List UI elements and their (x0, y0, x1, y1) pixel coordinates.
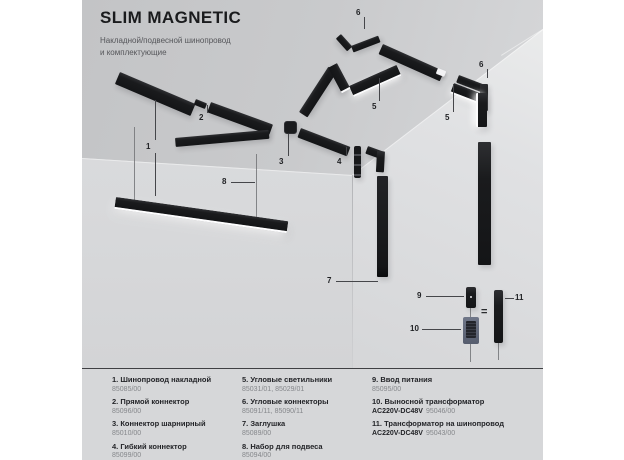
callout-11-line (505, 298, 514, 299)
legend-item-code: AC220V-DC48V 95043/00 (372, 430, 456, 438)
callout-5: 5 (372, 102, 377, 111)
legend-item-title: 11. Трансформатор на шинопровод (372, 419, 505, 429)
legend (82, 368, 543, 460)
callout-10-line (422, 329, 461, 330)
callout-8: 8 (222, 177, 227, 186)
legend-item-title: 7. Заглушка (242, 419, 286, 429)
callout-9-line (426, 296, 464, 297)
callout-2-line (207, 105, 208, 113)
hinge-connector (284, 121, 297, 134)
callout-3-line (288, 134, 289, 156)
subtitle-line-1: Накладной/подвесной шинопровод (100, 36, 231, 45)
legend-item-title: 1. Шинопровод накладной (112, 375, 212, 384)
legend-item-code: 85094/00 (242, 452, 272, 460)
callout-1: 1 (146, 142, 151, 151)
legend-item-code: 85031/01, 85029/01 (242, 385, 305, 393)
track-transformer (494, 290, 503, 343)
legend-column-1 (112, 375, 234, 460)
legend-item-title: 4. Гибкий коннектор (112, 441, 187, 451)
room-scene (82, 0, 543, 368)
callout-5: 5 (445, 113, 450, 122)
legend-item-title: 6. Угловые коннекторы (242, 397, 329, 407)
callout-6-line (364, 17, 365, 29)
callout-9: 9 (417, 291, 422, 300)
corner-luminaire (476, 93, 487, 127)
legend-item-code: 85089/00 (242, 430, 272, 438)
legend-item (242, 442, 364, 460)
legend-item (112, 442, 234, 460)
legend-item-title: 3. Коннектор шарнирный (112, 419, 206, 429)
flexible-connector (354, 146, 361, 178)
wall-track (478, 142, 491, 265)
corner-connector (376, 151, 385, 172)
legend-item (372, 397, 537, 416)
page-title: SLIM MAGNETIC (100, 8, 242, 27)
legend-column-2 (242, 375, 364, 460)
callout-11: 11 (515, 293, 524, 302)
callout-4-line (346, 147, 347, 156)
legend-item-title: 10. Выносной трансформатор (372, 397, 485, 407)
wall-corner-edge (352, 175, 353, 368)
legend-item (112, 375, 234, 394)
callout-7-line (336, 281, 378, 282)
subtitle-line-2: и комплектующие (100, 48, 167, 57)
callout-10: 10 (410, 324, 419, 333)
legend-item-code: 85096/00 (112, 407, 142, 415)
legend-item-code: AC220V-DC48V 95046/00 (372, 407, 456, 415)
legend-item (372, 375, 537, 394)
power-input (466, 287, 476, 308)
page-subtitle (100, 35, 241, 59)
transformer-label (466, 321, 476, 338)
header (100, 8, 241, 59)
remote-transformer (463, 317, 479, 344)
product-sheet (82, 0, 543, 460)
power-wire (470, 344, 471, 362)
legend-item (242, 375, 364, 394)
legend-item (112, 397, 234, 416)
callout-7: 7 (327, 276, 332, 285)
callout-6-line (487, 69, 488, 78)
callout-5-line (453, 84, 454, 112)
legend-item (242, 397, 364, 416)
legend-item-title: 9. Ввод питания (372, 375, 433, 384)
suspension-wire (134, 127, 135, 200)
legend-item-code: 85091/11, 85090/11 (242, 407, 304, 415)
callout-3: 3 (279, 157, 284, 166)
legend-item-title: 8. Набор для подвеса (242, 441, 323, 451)
callout-1-line (155, 100, 156, 140)
legend-item-code: 85085/00 (112, 385, 142, 393)
callout-5-line (379, 78, 380, 101)
legend-item (112, 419, 234, 438)
callout-8-line (231, 182, 255, 183)
legend-column-3 (372, 375, 537, 442)
callout-6: 6 (479, 60, 484, 69)
equals-sign: = (481, 306, 488, 318)
legend-item-title: 5. Угловые светильники (242, 375, 333, 384)
legend-item-title: 2. Прямой коннектор (112, 397, 190, 407)
power-wire (498, 343, 499, 360)
callout-1-line (155, 153, 156, 196)
suspension-wire (256, 154, 257, 217)
wall-track-with-end-cap (377, 176, 388, 277)
callout-2: 2 (199, 113, 204, 122)
legend-item (372, 419, 537, 438)
callout-4: 4 (337, 157, 342, 166)
legend-item-code: 85010/00 (112, 430, 142, 438)
power-input-contact (470, 296, 472, 298)
legend-item-code: 85095/00 (372, 385, 402, 393)
callout-6: 6 (356, 8, 361, 17)
legend-item-code: 85099/00 (112, 452, 142, 460)
legend-item (242, 419, 364, 438)
